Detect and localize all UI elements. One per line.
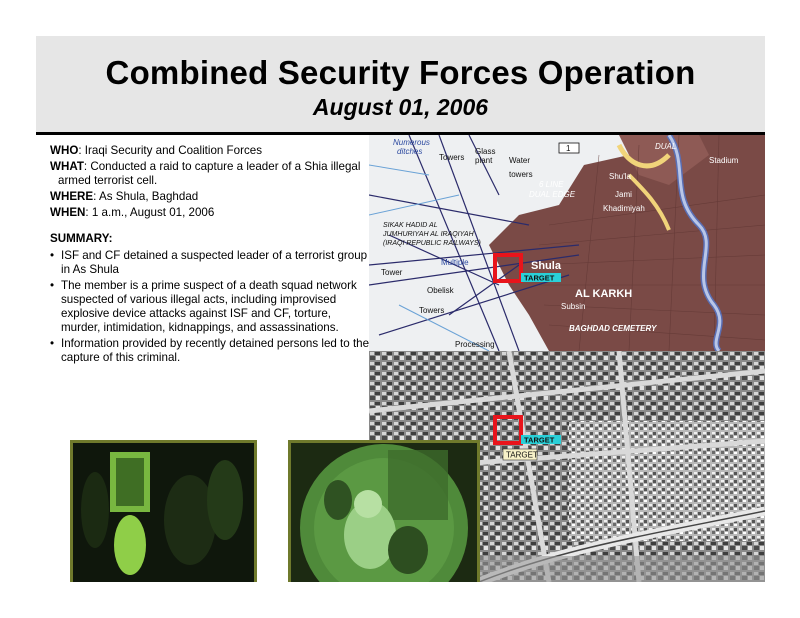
map-label: ditches [397,147,423,156]
map-label: Jami [615,190,632,199]
map-label: Multiple [441,258,469,267]
map-label: Towers [439,153,465,162]
where-text: : As Shula, Baghdad [93,190,199,203]
map-label: plant [475,156,493,165]
map-label: AL KARKH [575,288,633,300]
map-label: (IRAQI REPUBLIC RAILWAYS) [383,240,481,247]
operation-details [50,144,370,367]
summary-bullet: • Information provided by recently detained persons led to the capture of this criminal. [50,337,370,365]
map-label: Towers [419,306,445,315]
when-text: : 1 a.m., August 01, 2006 [85,206,215,219]
map-label: Processing [455,340,495,349]
map-label: 1 [566,144,571,153]
summary-bullet: • ISF and CF detained a suspected leader of a terrorist group in As Shula [50,249,370,277]
where-label: WHERE [50,190,94,203]
target-label: TARGET [524,273,555,283]
what-text: : Conducted a raid to capture a leader of a Shia illegal armed terrorist cell. [58,160,361,187]
night-vision-photo [288,440,480,582]
target-label: TARGET [524,435,555,445]
slide-title: Combined Security Forces Operation [105,54,696,91]
when-line [50,206,370,220]
map-label: SIKAK HADID AL [383,222,438,229]
map-label: Numerous [393,138,430,147]
what-line [50,160,370,188]
slide-date: August 01, 2006 [312,94,489,120]
map-label: DUAL EDGE [529,190,576,199]
when-label: WHEN [50,206,86,219]
target-label-secondary: TARGET [506,450,538,460]
topographic-map [369,135,765,351]
who-line [50,144,370,158]
map-label: Tower [381,268,403,277]
map-label: 6 LINE [539,180,564,189]
map-label: BAGHDAD CEMETERY [569,324,657,333]
header-band [36,36,765,132]
map-label: Obelisk [427,286,454,295]
map-label: towers [509,170,533,179]
summary-bullet: • The member is a prime suspect of a death squad network suspected of various illegal acts, including improvised explosive device attacks against ISF and CF, torture, murder, intimidation, kidnappings, and assassinations. [50,279,370,335]
summary-list [50,249,370,365]
who-text: : Iraqi Security and Coalition Forces [78,144,262,157]
map-label: Khadimiyah [603,204,645,213]
slide [36,36,765,582]
what-label: WHAT [50,160,84,173]
where-line [50,190,370,204]
map-label: Water [509,156,531,165]
map-label: Shula [531,260,561,272]
map-label: Stadium [709,156,739,165]
map-label: Subsin [561,302,586,311]
map-label: Shu'la [609,172,631,181]
summary-title: SUMMARY: [50,232,113,245]
who-label: WHO [50,144,79,157]
map-label: Glass [475,147,496,156]
night-vision-photo [70,440,257,582]
map-label: DUAL [655,142,677,151]
map-label: JUMHURIYAH AL IRAQIYAH [383,231,474,238]
